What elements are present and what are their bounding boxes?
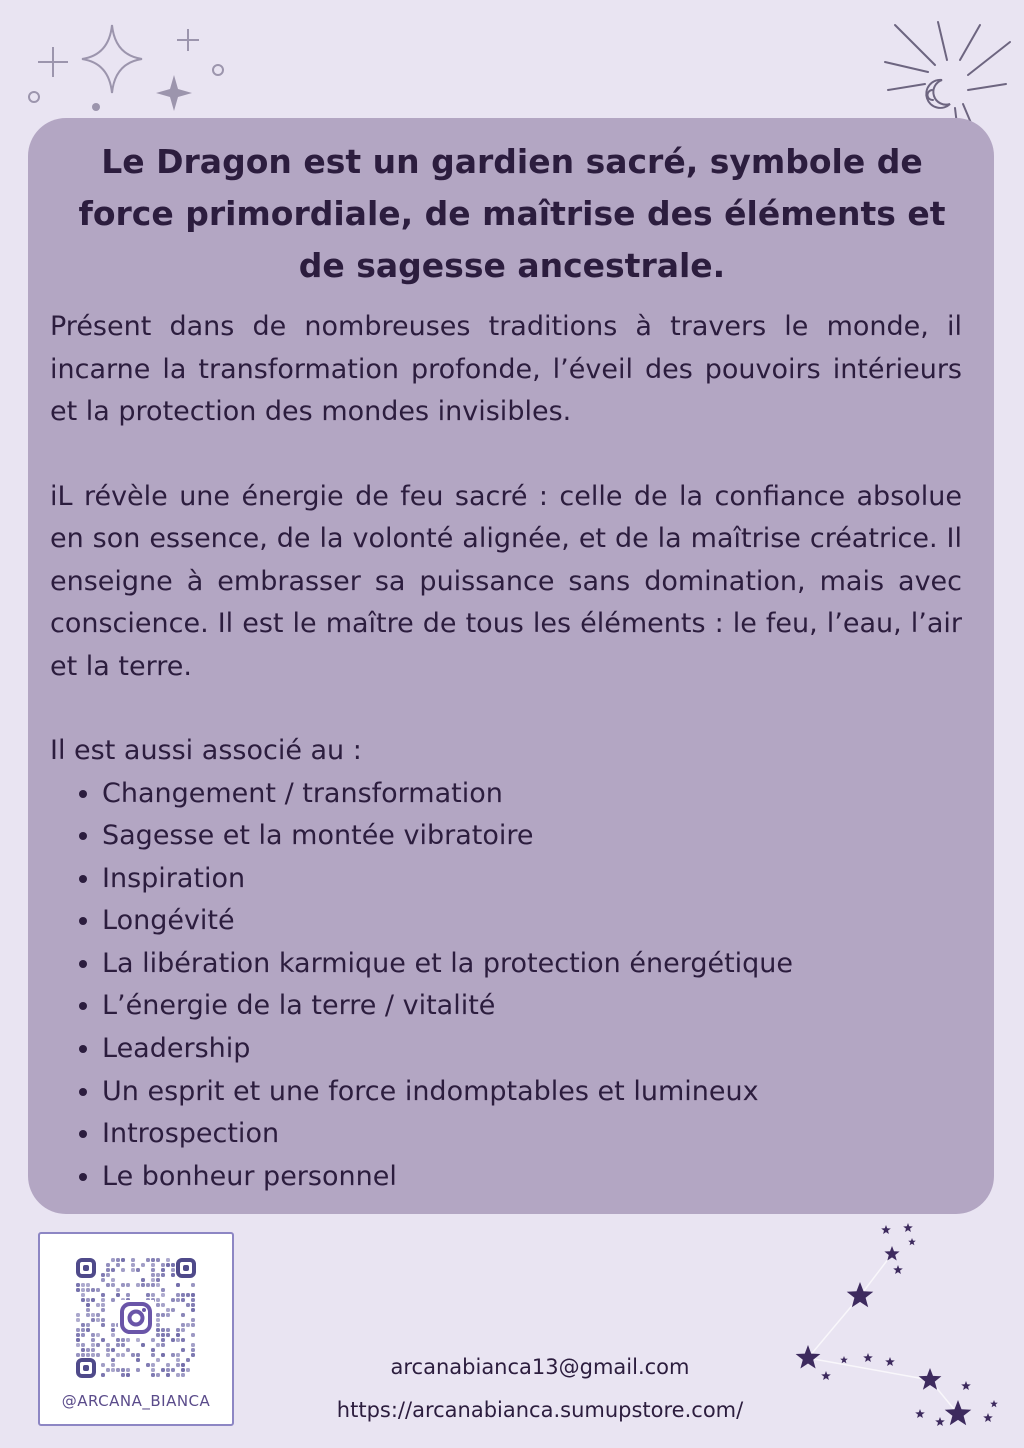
qr-code[interactable] bbox=[74, 1256, 198, 1380]
list-item: • Introspection bbox=[102, 1113, 962, 1156]
contact-url[interactable]: https://arcanabianca.sumupstore.com/ bbox=[336, 1398, 744, 1422]
associations-list bbox=[50, 773, 962, 1199]
headline: Le Dragon est un gardien sacré, symbole de force primordiale, de maîtrise des éléments et de sagesse ancestrale. bbox=[78, 142, 946, 285]
list-item: • Le bonheur personnel bbox=[102, 1156, 962, 1199]
contact-email[interactable]: arcanabianca13@gmail.com bbox=[390, 1355, 690, 1379]
list-item: • L’énergie de la terre / vitalité bbox=[102, 985, 962, 1028]
instagram-handle: @ARCANA_BIANCA bbox=[61, 1392, 211, 1410]
list-intro: Il est aussi associé au : bbox=[50, 735, 362, 766]
paragraph-intro: Présent dans de nombreuses traditions à travers le monde, il incarne la transformation profonde, l’éveil des pouvoirs intérieurs et la protection des mondes invisibles. bbox=[50, 311, 962, 427]
body-text bbox=[50, 306, 962, 1198]
list-item: • Leadership bbox=[102, 1028, 962, 1071]
list-item: • Inspiration bbox=[102, 858, 962, 901]
list-item: • Un esprit et une force indomptables et lumineux bbox=[102, 1071, 962, 1114]
list-item: • Longévité bbox=[102, 900, 962, 943]
list-item: • Sagesse et la montée vibratoire bbox=[102, 815, 962, 858]
list-item: • La libération karmique et la protection énergétique bbox=[102, 943, 962, 986]
list-item: • Changement / transformation bbox=[102, 773, 962, 816]
instagram-qr-card[interactable] bbox=[38, 1232, 234, 1426]
paragraph-energy: iL révèle une énergie de feu sacré : celle de la confiance absolue en son essence, de la volonté alignée, et de la maîtrise créatrice. Il enseigne à embrasser sa puissance sans domination, mais avec conscience. Il est le maître de tous les éléments : le feu, l’eau, l’air et la terre. bbox=[50, 480, 962, 682]
star-constellation-icon bbox=[780, 1218, 1024, 1448]
